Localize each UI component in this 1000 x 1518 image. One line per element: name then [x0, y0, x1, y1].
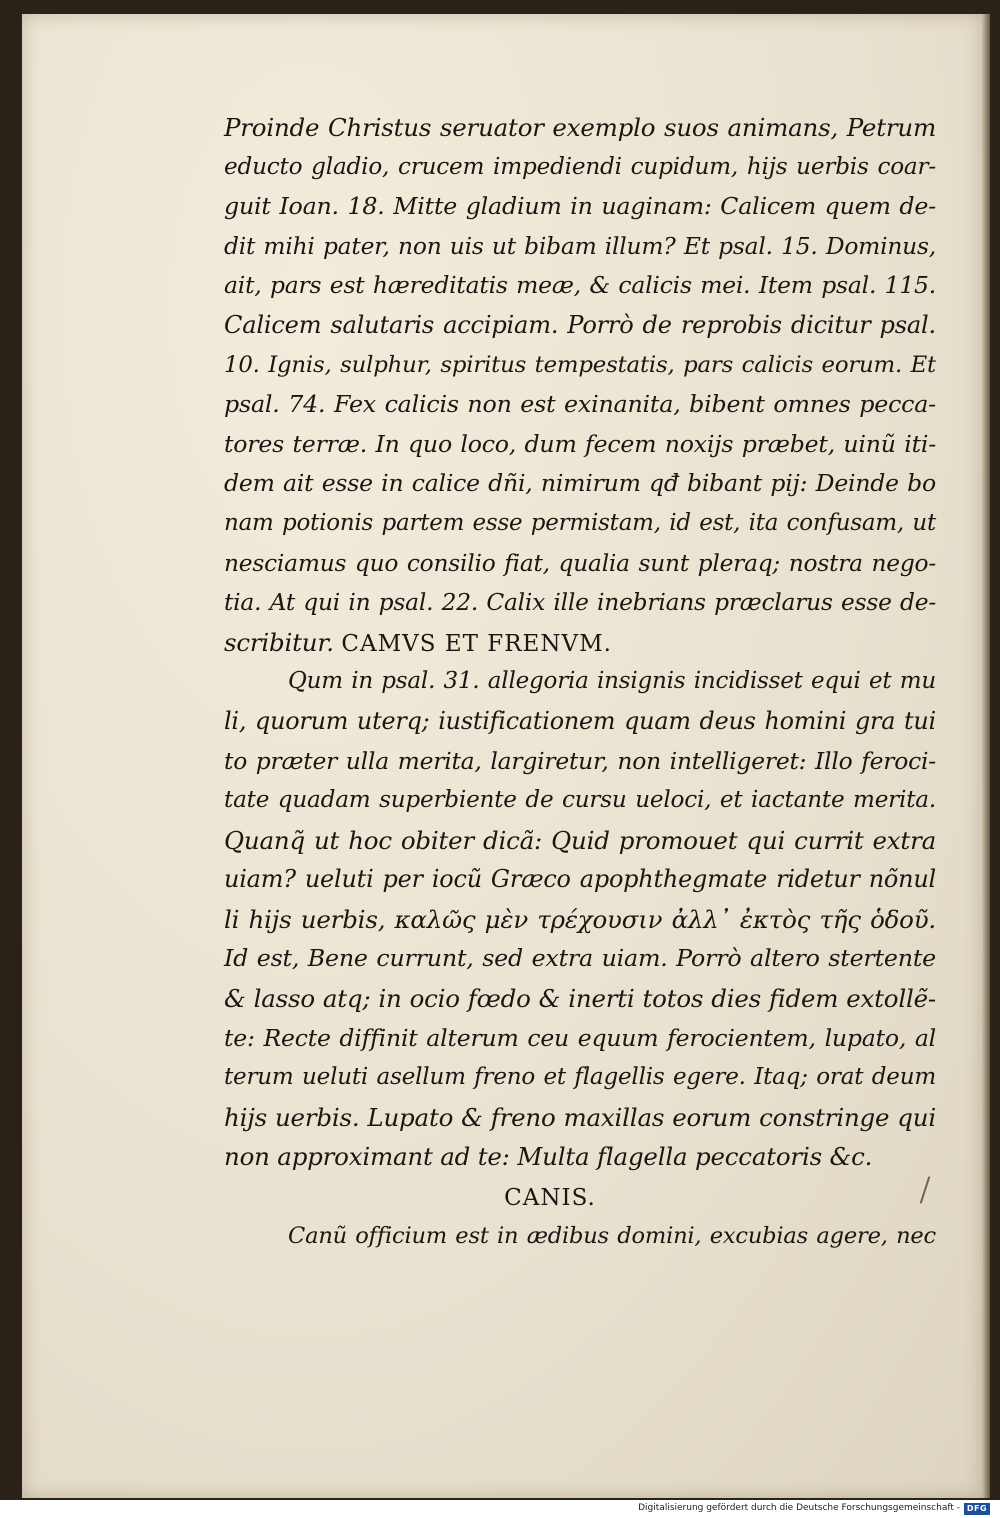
- text-line: & lasso atq; in ocio fœdo & inerti totos dies fidem extollẽ-: [224, 984, 936, 1014]
- text-line: to præter ulla merita, largiretur, non intelligeret: Illo feroci-: [224, 746, 936, 775]
- text-line: te: Recte diffinit alterum ceu equum ferocientem, lupato, al: [224, 1023, 936, 1052]
- text-line: Id est, Bene currunt, sed extra uiam. Porrò altero stertente: [224, 944, 936, 973]
- text-line: 10. Ignis, sulphur, spiritus tempestatis, pars calicis eorum. Et: [224, 351, 936, 378]
- text-line: tia. At qui in psal. 22. Calix ille inebrians præclarus esse de-: [224, 589, 936, 617]
- text-line: nam potionis partem esse permistam, id est, ita confusam, ut: [224, 509, 936, 536]
- scribitur-heading-line: [224, 623, 936, 663]
- text-line: psal. 74. Fex calicis non est exinanita, bibent omnes pecca-: [224, 390, 936, 419]
- section-heading-camus: CAMVS ET FRENVM.: [341, 630, 612, 657]
- digitization-footer: [0, 1500, 1000, 1518]
- text-line: li, quorum uterq; iustificationem quam deus homini gra tui: [224, 706, 936, 735]
- footer-credit: Digitalisierung gefördert durch die Deutsche Forschungsgemeinschaft -: [638, 1503, 960, 1513]
- text-line: terum ueluti asellum freno et flagellis egere. Itaq; orat deum: [224, 1064, 936, 1091]
- text-line: dit mihi pater, non uis ut bibam illum? Et psal. 15. Dominus,: [224, 231, 936, 260]
- text-line: dem ait esse in calice dñi, nimirum qđ bibant pij: Deinde bo: [224, 469, 936, 498]
- text-line: hijs uerbis. Lupato & freno maxillas eorum constringe qui: [224, 1102, 936, 1132]
- heading-line: [224, 1177, 936, 1217]
- text-line: guit Ioan. 18. Mitte gladium in uaginam: Calicem quem de-: [224, 192, 936, 221]
- text-line: uiam? ueluti per iocũ Græco apophthegmate ridetur nõnul: [224, 865, 936, 894]
- text-line: tores terræ. In quo loco, dum fecem noxijs præbet, uinũ iti-: [224, 429, 936, 458]
- text-line: ait, pars est hæreditatis meæ, & calicis mei. Item psal. 115.: [224, 271, 936, 300]
- text-line: Qum in psal. 31. allegoria insignis incidisset equi et mu: [288, 668, 936, 695]
- text-line: Proinde Christus seruator exemplo suos animans, Petrum: [224, 113, 936, 142]
- text-line: non approximant ad te: Multa flagella peccatoris &c.: [224, 1142, 873, 1172]
- section-heading-canis: CANIS.: [504, 1185, 596, 1212]
- text-line: Canũ officium est in ædibus domini, excubias agere, nec: [288, 1222, 936, 1249]
- greek-text-line: li hijs uerbis, καλῶς μὲν τρέχουσιν ἀλλ᾽ ἐκτὸς τῆς ὁδοῦ.: [224, 904, 936, 934]
- dfg-logo: DFG: [964, 1503, 990, 1515]
- text-line: tate quadam superbiente de cursu ueloci, et iactante merita.: [224, 787, 936, 814]
- body-text: [224, 108, 936, 1256]
- page-edge: [982, 14, 990, 1498]
- text-line: nesciamus quo consilio fiat, qualia sunt pleraq; nostra nego-: [224, 549, 936, 577]
- text-line: Quanq̃ ut hoc obiter dicã: Quid promouet qui currit extra: [224, 825, 936, 855]
- text-line: Calicem salutaris accipiam. Porrò de reprobis dicitur psal.: [224, 310, 936, 339]
- text-line: educto gladio, crucem impediendi cupidum, hijs uerbis coar-: [224, 153, 936, 180]
- text-fragment: scribitur.: [224, 627, 334, 657]
